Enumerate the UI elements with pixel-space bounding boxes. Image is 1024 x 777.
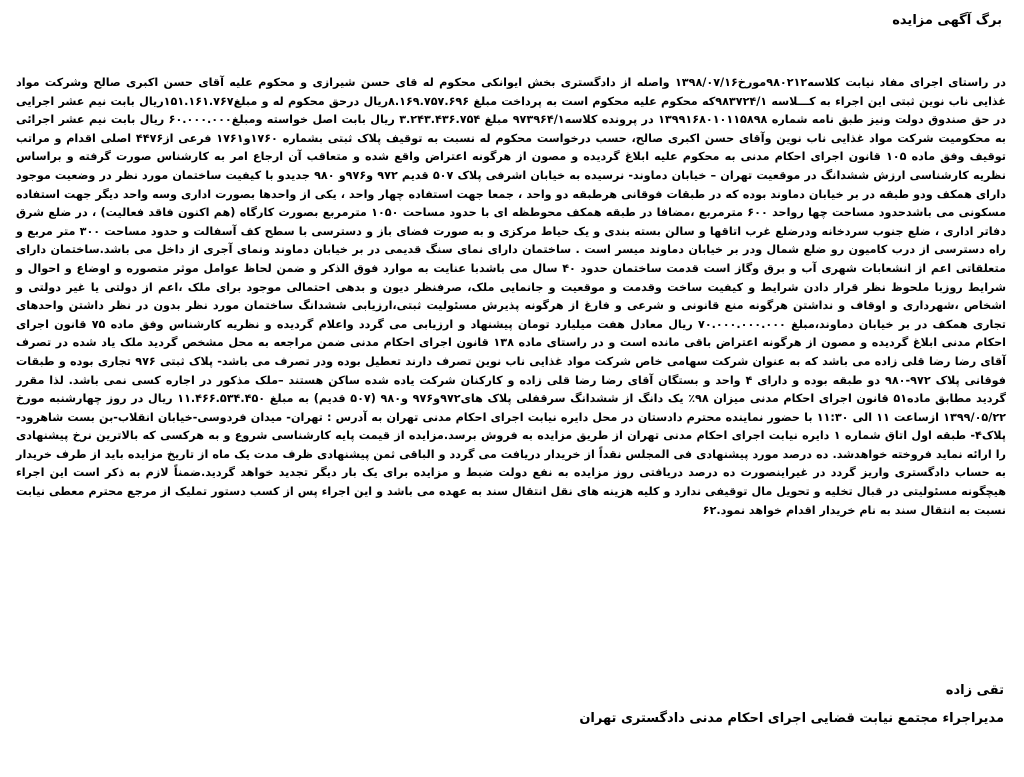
- signatory-name: تقی زاده: [945, 683, 1004, 698]
- document-title: برگ آگهی مزایده: [892, 13, 1002, 28]
- signatory-title: مدیراجراء مجتمع نیابت قضایی اجرای احکام مدنی دادگستری تهران: [579, 711, 1004, 726]
- notice-body-paragraph: در راستای اجرای مفاد نیابت کلاسه۹۸۰۲۱۲مورخ۱۳۹۸/۰۷/۱۶ واصله از دادگستری بخش ایوانکی محکوم له قای حسن شیرازی و محکوم علیه آقای حسن اکبری صالح وشرکت مواد غذایی ناب نوین ثبتی این اجراء به کـــلاسه ۹۸۳۷۲۴/۱که محکوم علیه محکوم است به پرداخت مبلغ ۸.۱۶۹.۷۵۷.۶۹۶ریال درحق محکوم له و مبلغ۱۵۱.۱۶۱.۷۶۷ریال بابت نیم عشر اجرایی در حق صندوق دولت ونیز طبق نامه شماره ۱۳۹۹۱۶۸۰۱۰۱۱۵۸۹۸ در پرونده کلاسه۹۷۳۹۶۴/۱ مبلغ ۳.۲۴۳.۴۳۶.۷۵۴ ریال بابت اصل خواسته ومبلغ۶۰.۰۰۰.۰۰۰ ریال بابت نیم عشر اجرائی به محکومیت شرکت مواد غذایی ناب نوین وآقای حسن اکبری صالح، حسب درخواست محکوم له نسبت به توقیف پلاک ثبتی بشماره ۱۷۶۰و۱۷۶۱ فرعی از۴۴۷۶ اصلی اقدام و مراتب توقیف وفق ماده ۱۰۵ قانون اجرای احکام مدنی به محکوم علیه ابلاغ گردیده و مصون از هرگونه اعتراض واقع شده و متعاقب آن ارجاع امر به کارشناس صورت گرفته و براساس نظریه کارشناسی ارزش ششدانگ در موقعیت تهران – خیابان دماوند- نرسیده به خیابان اشرفی پلاک ۵۰۷ قدیم ۹۷۲ و۹۷۶و ۹۸۰ جدیدو با کیفیت ساختمان مورد نظر در وضعیت موجود دارای همکف ودو طبقه در بر خیابان دماوند بوده که در طبقات فوقانی هرطبقه دو واحد ، جمعا جهت استفاده چهار واحد ، یکی از واحدها بصورت اداری وسه واحد دیگر جهت استفاده مسکونی می باشدحدود مساحت چها رواحد ۶۰۰ مترمربع ،مضافا در طبقه همکف محوطظه ای با حدود مساحت ۱۰۵۰ مترمربع بصورت کارگاه (هم اکنون فاقد فعالیت) ، در ضلع شرق دفاتر اداری ، ضلع جنوب سردخانه ودرضلع غرب اتاقها و سالن بسته بندی و یک حیاط مرکزی و به صورت فضای باز و دسترسی با سطح کف آسفالت و حدود مساحت ۳۰۰ متر مربع و راه دسترسی از درب کامیون رو ضلع شمال ودر بر خیابان دماوند میسر است . ساختمان دارای نمای سنگ قدیمی در بر خیابان دماوند ونمای آجری از داخل می باشد.ساختمان دارای متعلقاتی اعم از انشعابات شهری آب و برق وگاز است قدمت ساختمان حدود ۴۰ سال می باشدبا عنایت به موارد فوق الذکر و ضمن لحاظ عوامل موثر متصوره و اوضاع و احوال و شرایط روزبا ملحوظ نظر قرار دادن شرایط و کیفیت ساخت وقدمت و موقعیت و جانمایی ملک، صرفنظر دیون و بدهی احتمالی موجود برای ملک ،اعم از دولتی یا غیر دولتی و اشخاص ،شهرداری و اوقاف و نداشتن هرگونه منع قانونی و شرعی و فارغ از هرگونه پذیرش مسئولیت ثبتی،ارزیابی ششدانگ ساختمان مورد نظر بدون در نظر داشتن واحدهای تجاری همکف در بر خیابان دماوند،مبلغ ۷۰.۰۰۰.۰۰۰.۰۰۰ ریال معادل هفت میلیارد تومان پیشنهاد و ارزیابی می گردد واعلام گردیده و نظریه کارشناس وفق ماده ۷۵ قانون اجرای احکام مدنی ابلاغ گردیده و مصون از هرگونه اعتراض باقی مانده است و در راستای ماده ۱۳۸ قانون اجرای احکام مدنی ضمن مراجعه به محل مشخص گردید ملک یاد شده در تصرف آقای رضا رضا قلی زاده می باشد که به عنوان شرکت سهامی خاص شرکت مواد غذایی ناب نوین تصرف دارند تعطیل بوده ودر تصرف می باشد- پلاک ثبتی ۹۷۶ تجاری بوده و طبقات فوقانی پلاک ۹۷۲-۹۸۰ دو طبقه بوده و دارای ۴ واحد و بستگان آقای رضا رضا قلی زاده و کارکنان شرکت یاده شده ساکن هستند –ملک مذکور در اجاره کسی نمی باشد. لذا مقرر گردید مطابق ماده۵۱ قانون اجرای احکام مدنی میزان ۹۸٪ یک دانگ از ششدانگ سرقفلی پلاک های۹۷۲و۹۷۶ و۹۸۰ (۵۰۷ قدیم) به مبلغ ۱۱.۴۶۶.۵۳۴.۴۵۰ ریال در روز چهارشنبه مورخ ۱۳۹۹/۰۵/۲۲ ازساعت ۱۱ الی ۱۱:۳۰ با حضور نماینده محترم دادستان در محل دایره نیابت اجرای احکام مدنی تهران به آدرس : تهران- میدان فردوسی-خیابان انقلاب-بن بست شاهرود-پلاک۴- طبقه اول اتاق شماره ۱ دایره نیابت اجرای احکام مدنی تهران از طریق مزایده به فروش برسد.مزایده از قیمت پایه کارشناسی شروع و به هرکسی که بالاترین نرخ پیشنهادی را ارائه نماید فروخته خواهدشد. ده درصد مورد پیشنهادی فی المجلس نقداً از خریدار دریافت می گردد و الباقی ثمن پیشنهادی ظرف مدت یک ماه از تاریخ مزایده باید از طرف خریدار به حساب دادگستری واریز گردد در غیراینصورت ده درصد دریافتی روز مزایده به نفع دولت ضبط و مزایده برای یک بار دیگر تجدید خواهد گردید.ضمناً لازم به ذکر است این اجراء هیچگونه مسئولیتی در قبال تخلیه و تحویل مال توقیفی ندارد و کلیه هزینه های نقل انتقال سند به عهده می باشد و این اجراء پس از کسب دستور تملیک از مرجع محترم معطی نیابت نسبت به انتقال سند به نام خریدار اقدام خواهد نمود.۶۲: [16, 76, 1007, 517]
